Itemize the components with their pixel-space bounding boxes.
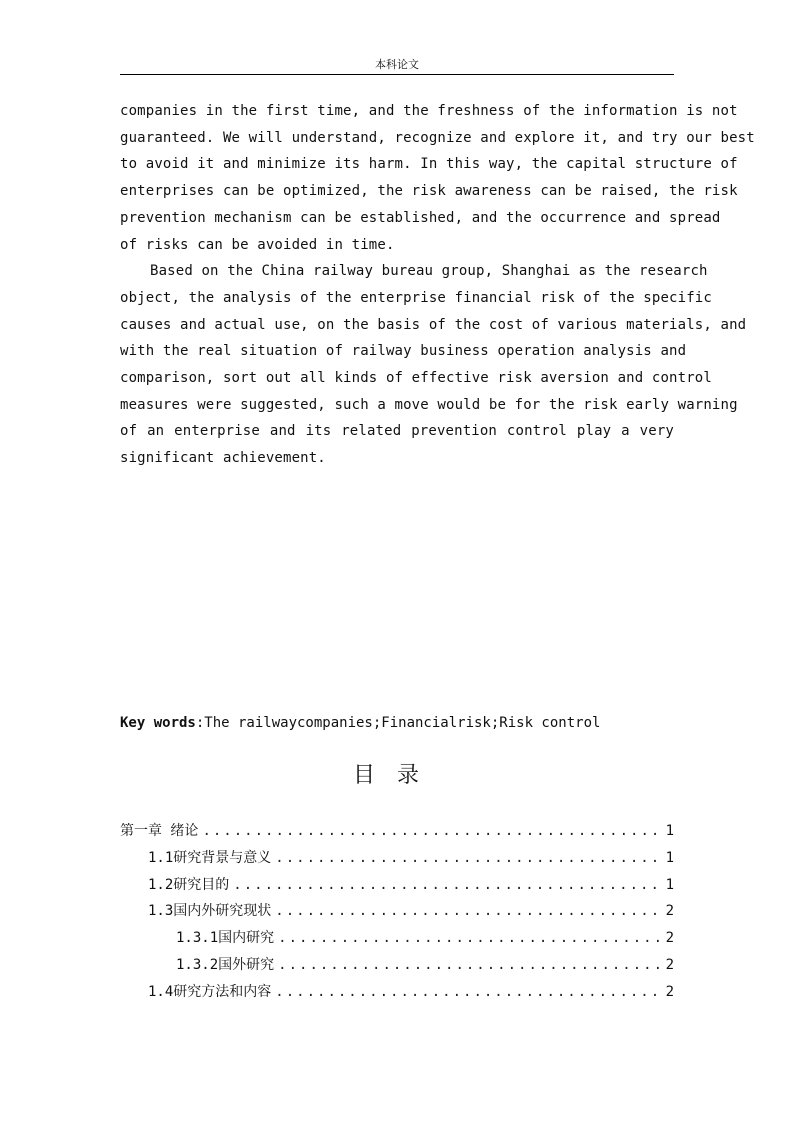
toc-entry-page: 1 bbox=[665, 823, 674, 839]
toc-leader-dots bbox=[278, 930, 661, 946]
toc-entry-page: 2 bbox=[665, 903, 674, 920]
toc-leader-dots bbox=[275, 850, 661, 866]
toc-entry-label: 1.3.1国内研究 bbox=[176, 930, 275, 947]
abstract-line: Based on the China railway bureau group, Shanghai as the research bbox=[150, 263, 708, 280]
toc-entry-label: 1.4研究方法和内容 bbox=[148, 983, 272, 1000]
keywords-value: :The railwaycompanies;Financialrisk;Risk control bbox=[195, 715, 601, 731]
toc-entry-page: 2 bbox=[665, 956, 674, 973]
abstract-line: prevention mechanism can be established, and the occurrence and spread bbox=[120, 209, 721, 226]
toc-entry-page: 1 bbox=[665, 849, 674, 866]
keywords bbox=[120, 715, 674, 731]
header-rule bbox=[120, 74, 674, 75]
toc-entry-label: 1.3国内外研究现状 bbox=[148, 903, 272, 920]
toc-entry[interactable] bbox=[120, 927, 674, 954]
toc-entry[interactable] bbox=[120, 820, 674, 847]
keywords-label: Key words bbox=[120, 715, 196, 731]
toc-entry-label: 1.3.2国外研究 bbox=[176, 956, 275, 973]
abstract-line: with the real situation of railway business operation analysis and bbox=[120, 343, 687, 360]
toc-entry[interactable] bbox=[120, 954, 674, 981]
abstract-line: guaranteed. We will understand, recognize and explore it, and try our best bbox=[120, 129, 755, 146]
toc-leader-dots bbox=[233, 877, 661, 893]
toc-title: 目录 bbox=[352, 763, 441, 788]
toc-entry-page: 2 bbox=[665, 930, 674, 947]
abstract-line: object, the analysis of the enterprise financial risk of the specific bbox=[120, 289, 712, 306]
abstract-line: enterprises can be optimized, the risk awareness can be raised, the risk bbox=[120, 183, 738, 200]
abstract-line: to avoid it and minimize its harm. In this way, the capital structure of bbox=[120, 156, 738, 173]
toc-entry[interactable] bbox=[120, 874, 674, 901]
abstract-line: significant achievement. bbox=[120, 450, 326, 467]
toc-entry-label: 1.2研究目的 bbox=[148, 876, 230, 893]
toc-leader-dots bbox=[275, 984, 661, 1000]
abstract-body bbox=[120, 98, 755, 472]
toc-leader-dots bbox=[278, 957, 661, 973]
abstract-line: measures were suggested, such a move would be for the risk early warning bbox=[120, 396, 738, 413]
abstract-line: companies in the first time, and the freshness of the information is not bbox=[120, 103, 738, 119]
toc-entry-label: 第一章 绪论 bbox=[120, 823, 199, 839]
abstract-line: of risks can be avoided in time. bbox=[120, 236, 395, 253]
toc-entry-page: 2 bbox=[665, 983, 674, 1000]
toc-entry-page: 1 bbox=[665, 876, 674, 893]
running-header-title: 本科论文 bbox=[375, 58, 419, 71]
abstract-line: of an enterprise and its related prevention control play a very bbox=[120, 423, 674, 440]
table-of-contents bbox=[120, 820, 674, 1008]
toc-entry[interactable] bbox=[120, 981, 674, 1008]
toc-entry[interactable] bbox=[120, 847, 674, 874]
toc-entry[interactable] bbox=[120, 900, 674, 927]
toc-entry-label: 1.1研究背景与意义 bbox=[148, 849, 272, 866]
abstract-line: causes and actual use, on the basis of the cost of various materials, and bbox=[120, 316, 747, 333]
abstract-line: comparison, sort out all kinds of effective risk aversion and control bbox=[120, 370, 712, 387]
toc-leader-dots bbox=[275, 903, 661, 919]
toc-leader-dots bbox=[202, 823, 661, 839]
